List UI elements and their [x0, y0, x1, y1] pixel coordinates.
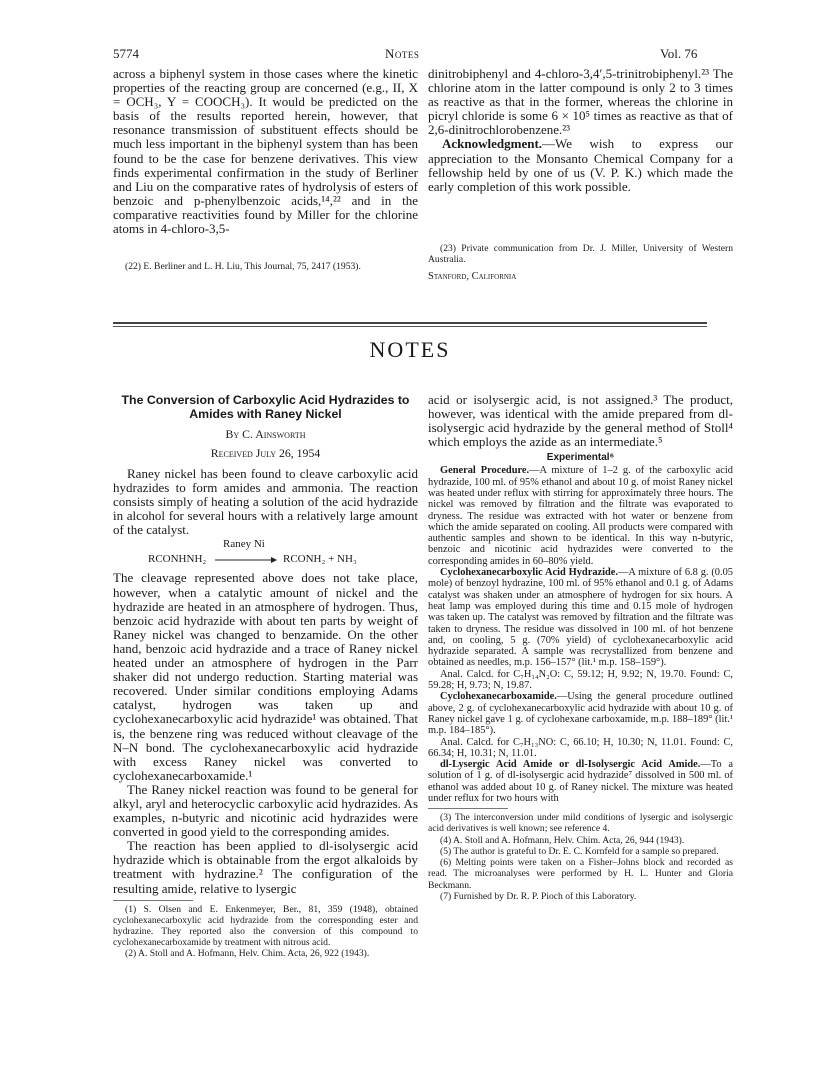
- footnote-1: (1) S. Olsen and E. Enkenmeyer, Ber., 81, 359 (1948), obtained cyclohexanecarboxylic acid hydrazide from the corresponding ester and hydrazine. They reported also the conversion of this compound to cyclohexanecarboxamide by treatment with nitrous acid.: [113, 903, 418, 949]
- footnote-2: (2) A. Stoll and A. Hofmann, Helv. Chim. Acta, 26, 922 (1943).: [125, 948, 370, 960]
- continued-paragraph-right: dinitrobiphenyl and 4-chloro-3,4′,5-trinitrobiphenyl.²³ The chlorine atom in the latter compound is only 2 to 3 times as reactive as that in the former, whereas the chlorine in picryl chloride is some 6 × 10⁵ times as reactive as that of 2,6-dinitrochlorobenzene.²³: [428, 66, 733, 138]
- lysergic-prep: dl-Lysergic Acid Amide or dl-Isolysergic Acid Amide.—To a solution of 1 g. of dl-isolysergic acid hydrazide⁷ dissolved in 500 ml. of ethanol was added about 10 g. of Raney nickel. The mixture was heated under reflux for two hours with: [428, 759, 733, 804]
- section-title: NOTES: [369, 337, 451, 362]
- footnotes-right: [428, 812, 733, 902]
- paragraph-intro: Raney nickel has been found to cleave carboxylic acid hydrazides to form amides and ammonia. The reaction consists simply of heating a solution of the acid hydrazide in alcohol for several hours with a relatively large amount of the catalyst.: [113, 466, 418, 538]
- footnote-23: (23) Private communication from Dr. J. Miller, University of Western Australia.: [428, 243, 733, 266]
- carboxamide-prep: Cyclohexanecarboxamide.—Using the general procedure outlined above, 2 g. of cyclohexanecarboxylic acid hydrazide with about 10 g. of Raney nickel gave 1 g. of cyclohexane carboxamide, m.p. 188–189° (lit.¹ m.p. 184–185°).: [428, 691, 733, 737]
- footnote-5: (5) The author is grateful to Dr. E. C. Kornfeld for a sample so prepared.: [440, 845, 719, 857]
- volume-label: Vol. 76: [660, 46, 698, 61]
- footnote-rule-right: [428, 808, 508, 809]
- acknowledgment: Acknowledgment.—We wish to express our appreciation to the Monsanto Chemical Company for a fellowship held by one of us (V. P. K.) which made the early completion of this work possible.: [428, 136, 733, 194]
- general-procedure: General Procedure.—A mixture of 1–2 g. of the carboxylic acid hydrazide, 100 ml. of 95% ethanol and about 10 g. of moist Raney nickel was heated under reflux with stirring for approximately three hours. The nickel was removed by filtration and the filtrate was evaporated to dryness. The residue was extracted with hot water or benzene from which the amide separated on cooling. All products were compared with authentic samples and shown to be identical. In this way n-butyric, benzoic and nicotinic acid hydrazides were converted to the corresponding amides in 60–80% yield.: [428, 465, 733, 567]
- reaction-arrow-icon: [215, 556, 277, 564]
- footnote-4: (4) A. Stoll and A. Hofmann, Helv. Chim. Acta, 26, 944 (1943).: [440, 834, 685, 846]
- section-rule-top: [113, 322, 707, 324]
- continued-paragraph: across a biphenyl system in those cases where the kinetic properties of the reacting group are concerned (e.g., II, X = OCH₃, Y = COOCH₃). It would be predicted on the basis of the results reported herein, however, that resonance transmission of substituent effects should be much less important in the biphenyl system than has been found to be the case for benzene derivatives. This view finds experimental confirmation in the study of Berliner and Liu on the comparative rates of hydrolysis of esters of benzoic and p-phenylbenzoic acids,¹⁴,²² and in the comparative reactivities found by Miller for the chlorine atoms in 4-chloro-3,5-: [113, 66, 418, 237]
- article-title: The Conversion of Carboxylic Acid Hydrazides to Amides with Raney Nickel: [121, 393, 410, 421]
- paragraph-3: The Raney nickel reaction was found to be general for alkyl, aryl and heterocyclic carboxylic acid hydrazides. As examples, n-butyric and nicotinic acid hydrazides were converted in good yield to the corresponding amides.: [113, 781, 418, 840]
- author: By C. Ainsworth: [225, 427, 306, 441]
- footnote-6: (6) Melting points were taken on a Fisher–Johns block and recorded as read. The microanalyses were performed by H. L. Hunter and Gloria Beckmann.: [428, 857, 733, 891]
- analysis-2: Anal. Calcd. for C₇H₁₃NO: C, 66.10; H, 10.30; N, 11.01. Found: C, 66.34; H, 10.31; N, 11.01.: [428, 736, 733, 759]
- analysis-1: Anal. Calcd. for C₇H₁₄N₂O: C, 59.12; H, 9.92; N, 19.70. Found: C, 59.28; H, 9.73; N, 19.87.: [428, 668, 733, 692]
- footnote-rule: [113, 900, 193, 901]
- footnote-3: (3) The interconversion under mild conditions of lysergic and isolysergic acid derivatives is well known; see reference 4.: [428, 812, 733, 835]
- reaction-equation: [113, 537, 418, 571]
- experimental-section: [428, 465, 733, 804]
- paragraph-4: The reaction has been applied to dl-isolysergic acid hydrazide which is obtainable from the ergot alkaloids by treatment with hydrazine.² The configuration of the resulting amide, relative to lysergic: [113, 838, 418, 896]
- received-date: Received July 26, 1954: [210, 446, 321, 460]
- reagent-label: Raney Ni: [223, 538, 265, 551]
- running-head: Notes: [385, 46, 420, 61]
- experimental-heading: Experimental⁶: [546, 452, 615, 464]
- footnote-22: (22) E. Berliner and L. H. Liu, This Journal, 75, 2417 (1953).: [125, 261, 361, 272]
- page-number: 5774: [113, 46, 139, 61]
- paragraph-2: The cleavage represented above does not take place, however, when a catalytic amount of nickel and the hydrazide are heated in an atmosphere of hydrogen. Thus, benzoic acid hydrazide with about ten parts by weight of Raney nickel was changed to benzamide. On the other hand, benzoic acid hydrazide and a trace of Raney nickel heated under an atmosphere of hydrogen in the Parr shaker did not undergo reduction. Starting material was recovered. Under similar conditions employing Adams catalyst, hydrogen was taken up and cyclohexanecarboxylic acid hydrazide¹ was obtained. That is, the benzene ring was reduced without cleavage of the N–N bond. The cyclohexanecarboxylic acid hydrazide with excess Raney nickel was converted to cyclohexanecarboxamide.¹: [113, 570, 418, 783]
- top-right-column: [428, 67, 733, 194]
- equation-left: RCONHNH₂: [148, 553, 207, 566]
- top-left-column: [113, 67, 418, 236]
- paragraph-right-1: acid or isolysergic acid, is not assigned.³ The product, however, was identical with the amide prepared from dl-isolysergic acid hydrazide by the general method of Stoll⁴ which employs the azide as an intermediate.⁵: [428, 392, 733, 450]
- article-left-column: [113, 393, 418, 960]
- hydrazide-prep: Cyclohexanecarboxylic Acid Hydrazide.—A mixture of 6.8 g. (0.05 mole) of benzoyl hydrazine, 100 ml. of 95% ethanol and 0.1 g. of Adams catalyst was shaken under an atmosphere of hydrogen for six hours. A heat lamp was employed during this time and 0.15 mole of hydrogen was taken up. The catalyst was removed by filtration and the filtrate was taken to dryness. The residue was dissolved in 100 ml. of hot benzene and, on cooling, 5 g. (70% yield) of cyclohexanecarboxylic acid hydrazide separated. A sample was recrystallized from benzene and obtained as needles, m.p. 156–157° (lit.¹ m.p. 158–159°).: [428, 567, 733, 669]
- section-rule-bottom: [113, 326, 707, 327]
- article-right-column: [428, 393, 733, 902]
- footnotes-left: [113, 904, 418, 960]
- affiliation: Stanford, California: [428, 271, 517, 282]
- equation-right: RCONH₂ + NH₃: [283, 553, 357, 566]
- footnote-7: (7) Furnished by Dr. R. P. Pioch of this Laboratory.: [440, 890, 637, 902]
